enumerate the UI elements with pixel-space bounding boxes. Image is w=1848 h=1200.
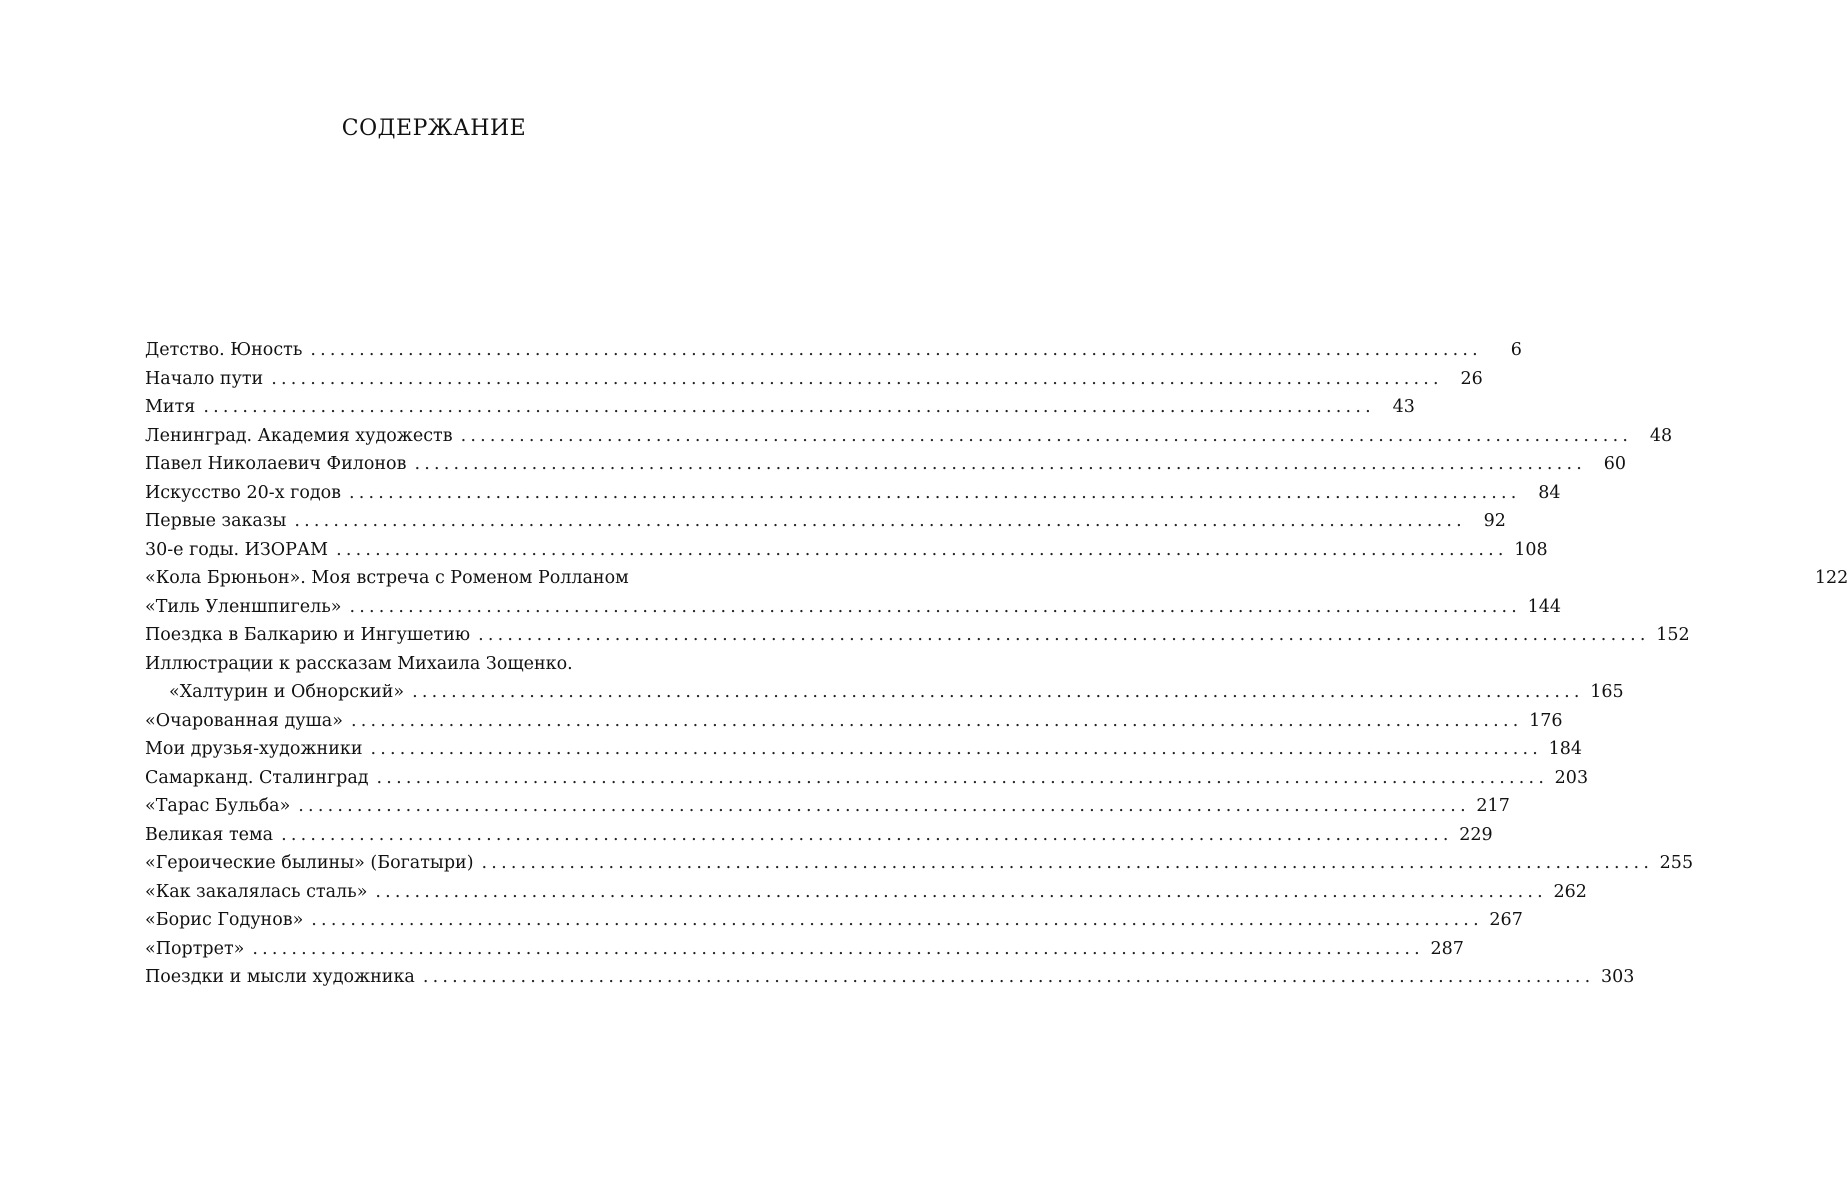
toc-entry-page-number: 303 <box>1600 967 1635 987</box>
dot-leader: ........................................................................................................................ <box>294 511 1466 531</box>
dot-leader: ........................................................................................................................ <box>281 824 1453 845</box>
toc-entry <box>145 454 1626 483</box>
dot-leader: ........................................................................................................................ <box>311 910 1483 930</box>
dot-leader: ........................................................................................................................ <box>252 938 1424 959</box>
dot-leader: ........................................................................................................................ <box>375 881 1547 902</box>
dot-leader: ........................................................................................................................ <box>336 539 1508 560</box>
toc-entry <box>145 853 1694 882</box>
toc-entry-page-number: 203 <box>1554 767 1589 788</box>
toc-entry-page-number: 267 <box>1489 910 1523 930</box>
toc-entry-page-number: 84 <box>1538 482 1561 503</box>
toc-entry <box>145 368 1483 398</box>
toc-entry <box>145 625 1690 654</box>
page-title: СОДЕРЖАНИЕ <box>341 116 527 141</box>
dot-leader: ........................................................................................................................ <box>422 967 1595 987</box>
toc-entry-title: «Халтурин и Обнорский» <box>169 682 405 702</box>
toc-entry <box>145 824 1493 854</box>
toc-entry <box>145 482 1561 512</box>
toc-entry-title: Поездка в Балкарию и Ингушетию <box>145 625 471 645</box>
dot-leader: ........................................................................................................................ <box>203 397 1375 417</box>
toc-entry <box>145 710 1563 740</box>
toc-entry-page-number: 287 <box>1430 938 1464 959</box>
toc-entry <box>145 539 1548 569</box>
toc-entry-title: Великая тема <box>145 824 274 845</box>
toc-entry-title: «Портрет» <box>145 938 245 959</box>
dot-leader: ........................................................................................................................ <box>412 682 1584 702</box>
toc-entry-page-number: 92 <box>1483 511 1506 531</box>
toc-entry-title: Павел Николаевич Филонов <box>145 454 407 474</box>
toc-entry-title: Искусство 20-х годов <box>145 482 342 503</box>
dot-leader: ........................................................................................................................ <box>310 340 1482 360</box>
dot-leader: ........................................................................................................................ <box>376 767 1549 788</box>
toc-entry-page-number: 48 <box>1649 425 1673 446</box>
toc-entry-title: Поездки и мысли художника <box>145 967 415 987</box>
toc-entry-title: Митя <box>145 397 196 417</box>
toc-entry <box>145 568 1848 597</box>
toc-entry-page-number: 165 <box>1590 682 1624 702</box>
toc-entry <box>145 796 1510 825</box>
toc-entry-title: Мои друзья-художники <box>145 739 363 759</box>
toc-entry-title: «Очарованная душа» <box>145 710 343 731</box>
toc-entry-title: Начало пути <box>145 368 264 389</box>
toc-entry-page-number: 144 <box>1527 596 1562 617</box>
toc-entry <box>145 340 1522 369</box>
toc-entry <box>145 881 1587 911</box>
toc-entry-title: Иллюстрации к рассказам Михаила Зощенко. <box>145 653 573 674</box>
toc-entry <box>145 767 1589 797</box>
dot-leader: ........................................................................................................................ <box>350 710 1523 731</box>
toc-entry-page-number: 43 <box>1392 397 1415 417</box>
toc-entry-page-number: 262 <box>1553 881 1587 902</box>
toc-entry <box>145 397 1415 426</box>
toc-entry-page-number: 184 <box>1548 739 1583 759</box>
toc-entry <box>145 511 1506 540</box>
toc-entry-page-number: 255 <box>1659 853 1694 873</box>
toc-entry <box>145 938 1464 968</box>
toc-entry-title: Детство. Юность <box>145 340 303 360</box>
toc-entry <box>145 596 1562 626</box>
toc-entry-page-number: 152 <box>1656 625 1690 645</box>
toc-entry-page-number: 6 <box>1510 340 1522 360</box>
toc-entry <box>145 425 1673 455</box>
toc-entry-title: «Кола Брюньон». Моя встреча с Роменом Ролланом <box>145 568 629 588</box>
toc-entry-page-number: 217 <box>1476 796 1510 816</box>
table-of-contents <box>145 340 1848 996</box>
toc-entry-title: Ленинград. Академия художеств <box>145 425 453 446</box>
dot-leader: ........................................................................................................................ <box>370 739 1543 759</box>
toc-entry-page-number: 108 <box>1514 539 1548 560</box>
toc-entry-title: Первые заказы <box>145 511 287 531</box>
dot-leader: ........................................................................................................................ <box>349 482 1521 503</box>
toc-entry-title: «Борис Годунов» <box>145 910 304 930</box>
toc-entry-title: Самарканд. Сталинград <box>145 767 369 788</box>
toc-entry-page-number: 26 <box>1460 368 1483 389</box>
toc-entry <box>145 682 1624 711</box>
dot-leader: ........................................................................................................................ <box>414 454 1586 474</box>
toc-entry <box>145 739 1583 768</box>
toc-entry-title: «Как закалялась сталь» <box>145 881 368 902</box>
toc-entry-title: «Героические былины» (Богатыри) <box>145 853 474 873</box>
toc-entry-title: «Тиль Уленшпигель» <box>145 596 342 617</box>
toc-entry <box>145 910 1523 939</box>
toc-entry-title: «Тарас Бульба» <box>145 796 291 816</box>
dot-leader: ........................................................................................................................ <box>271 368 1443 389</box>
toc-entry <box>145 967 1635 996</box>
toc-entry-page-number: 229 <box>1459 824 1493 845</box>
dot-leader: ........................................................................................................................ <box>481 853 1654 873</box>
dot-leader: ........................................................................................................................ <box>298 796 1470 816</box>
toc-entry-page-number: 176 <box>1529 710 1563 731</box>
toc-entry <box>145 654 725 683</box>
toc-entry-page-number: 122 <box>1814 568 1848 588</box>
dot-leader: ........................................................................................................................ <box>460 425 1633 446</box>
toc-entry-title: 30-е годы. ИЗОРАМ <box>145 539 329 560</box>
dot-leader: ........................................................................................................................ <box>478 625 1650 645</box>
dot-leader: ........................................................................................................................ <box>349 596 1522 617</box>
toc-entry-page-number: 60 <box>1603 454 1626 474</box>
